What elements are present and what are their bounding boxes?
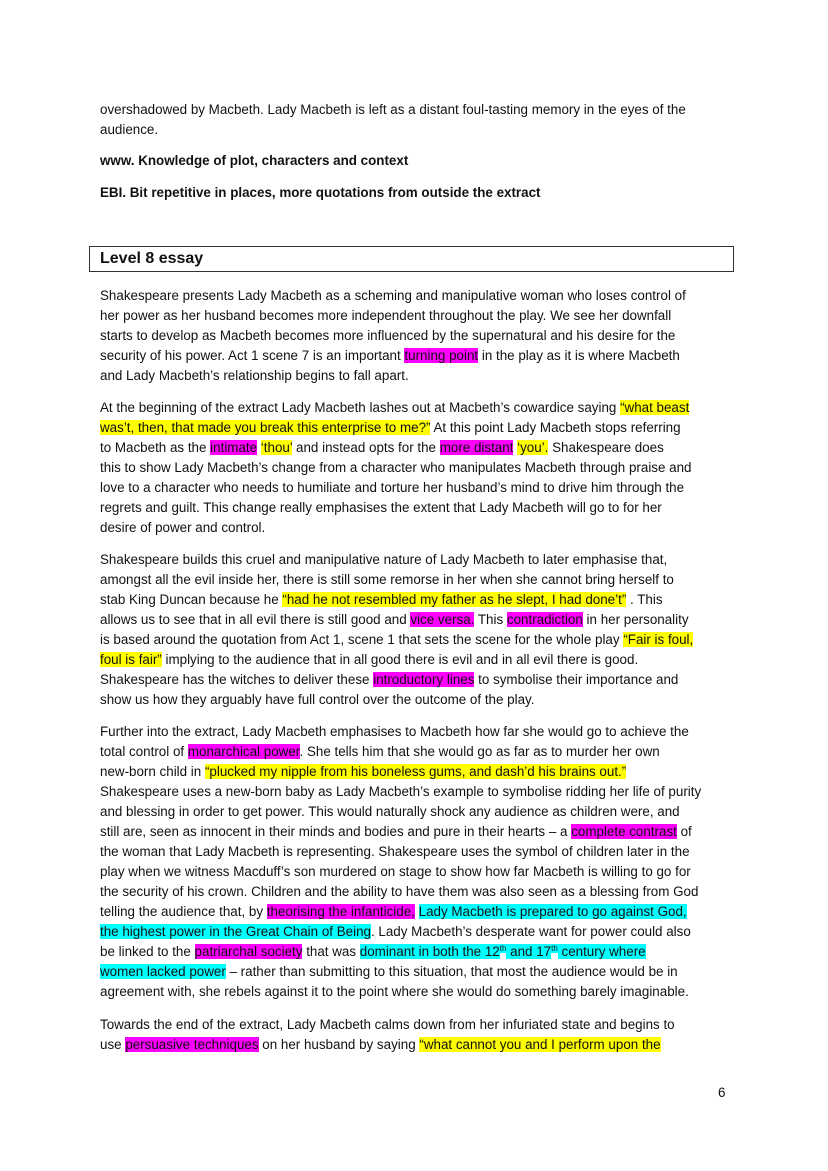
essay-line: [100, 742, 660, 762]
text-run: implying to the audience that in all good there is evil and in all evil there is good.: [161, 652, 639, 667]
highlighted-text: and 17: [506, 944, 552, 959]
essay-line: [100, 822, 692, 842]
highlighted-text: patriarchal society: [194, 944, 303, 959]
essay-line: [100, 842, 690, 862]
highlighted-text: more distant: [439, 440, 514, 455]
text-run: Shakespeare presents Lady Macbeth as a scheming and manipulative woman who loses control of: [100, 288, 686, 303]
intro-line-1: overshadowed by Macbeth. Lady Macbeth is left as a distant foul-tasting memory in the eyes of the: [100, 102, 686, 117]
text-run: stab King Duncan because he: [100, 592, 283, 607]
essay-line: [100, 882, 698, 902]
essay-line: [100, 982, 689, 1002]
text-run: and blessing in order to get power. This would naturally shock any audience as children were, and: [100, 804, 680, 819]
essay-line: [100, 902, 687, 922]
text-run: At the beginning of the extract Lady Macbeth lashes out at Macbeth’s cowardice saying: [100, 400, 621, 415]
text-run: At this point Lady Macbeth stops referring: [430, 420, 681, 435]
text-run: in her personality: [582, 612, 689, 627]
essay-line: [100, 478, 684, 498]
highlighted-text: “had he not resembled my father as he slept, I had done’t”: [282, 592, 627, 607]
text-run: and Lady Macbeth’s relationship begins to fall apart.: [100, 368, 409, 383]
text-run: Shakespeare does: [548, 440, 664, 455]
section-title: Level 8 essay: [100, 250, 204, 267]
highlighted-text: monarchical power: [187, 744, 300, 759]
essay-line: [100, 570, 674, 590]
text-run: regrets and guilt. This change really emphasises the extent that Lady Macbeth will go to for her: [100, 500, 662, 515]
text-run: Towards the end of the extract, Lady Macbeth calms down from her infuriated state and begins to: [100, 1017, 675, 1032]
essay-line: [100, 630, 693, 650]
highlighted-text: “what cannot you and I perform upon the: [419, 1037, 661, 1052]
essay-line: [100, 782, 701, 802]
text-run: still are, seen as innocent in their minds and bodies and pure in their hearts – a: [100, 824, 572, 839]
highlighted-text: th: [551, 943, 558, 953]
text-run: that was: [302, 944, 360, 959]
text-run: – rather than submitting to this situation, that most the audience would be in: [225, 964, 678, 979]
text-run: total control of: [100, 744, 188, 759]
essay-line: [100, 670, 678, 690]
highlighted-text: Lady Macbeth is prepared to go against God,: [418, 904, 687, 919]
www-feedback: www. Knowledge of plot, characters and context: [100, 153, 409, 168]
section-heading-box: [89, 246, 734, 272]
text-run: of: [676, 824, 692, 839]
highlighted-text: century where: [557, 944, 646, 959]
highlighted-text: turning point: [404, 348, 479, 363]
text-run: telling the audience that, by: [100, 904, 267, 919]
essay-line: [100, 862, 691, 882]
text-run: is based around the quotation from Act 1, scene 1 that sets the scene for the whole play: [100, 632, 624, 647]
text-run: her power as her husband becomes more independent throughout the play. We see her downfall: [100, 308, 672, 323]
essay-line: [100, 326, 675, 346]
highlighted-text: “what beast: [620, 400, 690, 415]
highlighted-text: “Fair is foul,: [623, 632, 694, 647]
essay-line: [100, 762, 626, 782]
text-run: to Macbeth as the: [100, 440, 211, 455]
text-run: Shakespeare uses a new-born baby as Lady Macbeth’s example to symbolise ridding her life of purity: [100, 784, 702, 799]
highlighted-text: persuasive techniques: [125, 1037, 259, 1052]
essay-line: [100, 590, 663, 610]
text-run: use: [100, 1037, 126, 1052]
text-run: to symbolise their importance and: [474, 672, 679, 687]
essay-line: [100, 286, 686, 306]
highlighted-text: the highest power in the Great Chain of Being: [100, 924, 371, 939]
highlighted-text: theorising the infanticide,: [266, 904, 415, 919]
highlighted-text: introductory lines: [373, 672, 475, 687]
text-run: new-born child in: [100, 764, 205, 779]
essay-line: [100, 438, 664, 458]
essay-line: [100, 518, 265, 538]
text-run: agreement with, she rebels against it to the point where she would do something barely imaginable.: [100, 984, 689, 999]
page-number: 6: [718, 1085, 726, 1100]
essay-line: [100, 690, 534, 710]
essay-line: [100, 1035, 661, 1055]
highlighted-text: contradiction: [506, 612, 583, 627]
text-run: starts to develop as Macbeth becomes more influenced by the supernatural and his desire for the: [100, 328, 676, 343]
essay-line: [100, 802, 680, 822]
text-run: the woman that Lady Macbeth is representing. Shakespeare uses the symbol of children later in the: [100, 844, 690, 859]
essay-line: [100, 398, 689, 418]
highlighted-text: “plucked my nipple from his boneless gums, and dash’d his brains out.”: [204, 764, 627, 779]
text-run: Shakespeare builds this cruel and manipulative nature of Lady Macbeth to later emphasise that,: [100, 552, 668, 567]
essay-line: [100, 550, 667, 570]
text-run: . She tells him that she would go as far as to murder her own: [299, 744, 660, 759]
highlighted-text: intimate: [210, 440, 258, 455]
essay-line: [100, 306, 671, 326]
text-run: love to a character who needs to humiliate and torture her husband’s mind to drive him through the: [100, 480, 685, 495]
text-run: security of his power. Act 1 scene 7 is an important: [100, 348, 405, 363]
essay-line: [100, 1015, 675, 1035]
essay-line: [100, 498, 662, 518]
text-run: be linked to the: [100, 944, 195, 959]
highlighted-text: was’t, then, that made you break this enterprise to me?”: [100, 420, 431, 435]
ebi-feedback: EBI. Bit repetitive in places, more quotations from outside the extract: [100, 185, 541, 200]
highlighted-text: ‘you’.: [517, 440, 549, 455]
text-run: Shakespeare has the witches to deliver these: [100, 672, 374, 687]
text-run: Further into the extract, Lady Macbeth emphasises to Macbeth how far she would go to achieve the: [100, 724, 689, 739]
text-run: this to show Lady Macbeth’s change from a character who manipulates Macbeth through praise and: [100, 460, 692, 475]
essay-line: [100, 418, 681, 438]
text-run: the security of his crown. Children and the ability to have them was also seen as a blessing from God: [100, 884, 699, 899]
highlighted-text: vice versa.: [410, 612, 475, 627]
text-run: desire of power and control.: [100, 520, 266, 535]
text-run: show us how they arguably have full control over the outcome of the play.: [100, 692, 535, 707]
essay-line: [100, 942, 646, 962]
highlighted-text: dominant in both the 12: [359, 944, 500, 959]
text-run: and instead opts for the: [292, 440, 440, 455]
highlighted-text: complete contrast: [571, 824, 677, 839]
essay-line: [100, 346, 680, 366]
intro-line-2: audience.: [100, 122, 159, 137]
highlighted-text: th: [499, 943, 507, 953]
essay-line: [100, 610, 689, 630]
text-run: play when we witness Macduff’s son murdered on stage to show how far Macbeth is willing to go for: [100, 864, 691, 879]
highlighted-text: foul is fair”: [100, 652, 162, 667]
essay-line: [100, 922, 691, 942]
text-run: This: [474, 612, 507, 627]
essay-line: [100, 722, 689, 742]
essay-line: [100, 962, 678, 982]
essay-line: [100, 650, 638, 670]
essay-line: [100, 366, 409, 386]
highlighted-text: women lacked power: [100, 964, 226, 979]
text-run: . Lady Macbeth’s desperate want for power could also: [370, 924, 691, 939]
essay-line: [100, 458, 692, 478]
text-run: on her husband by saying: [258, 1037, 420, 1052]
text-run: in the play as it is where Macbeth: [478, 348, 680, 363]
highlighted-text: ‘thou’: [260, 440, 293, 455]
text-run: allows us to see that in all evil there is still good and: [100, 612, 411, 627]
text-run: amongst all the evil inside her, there is still some remorse in her when she cannot bring herself to: [100, 572, 674, 587]
text-run: . This: [626, 592, 663, 607]
